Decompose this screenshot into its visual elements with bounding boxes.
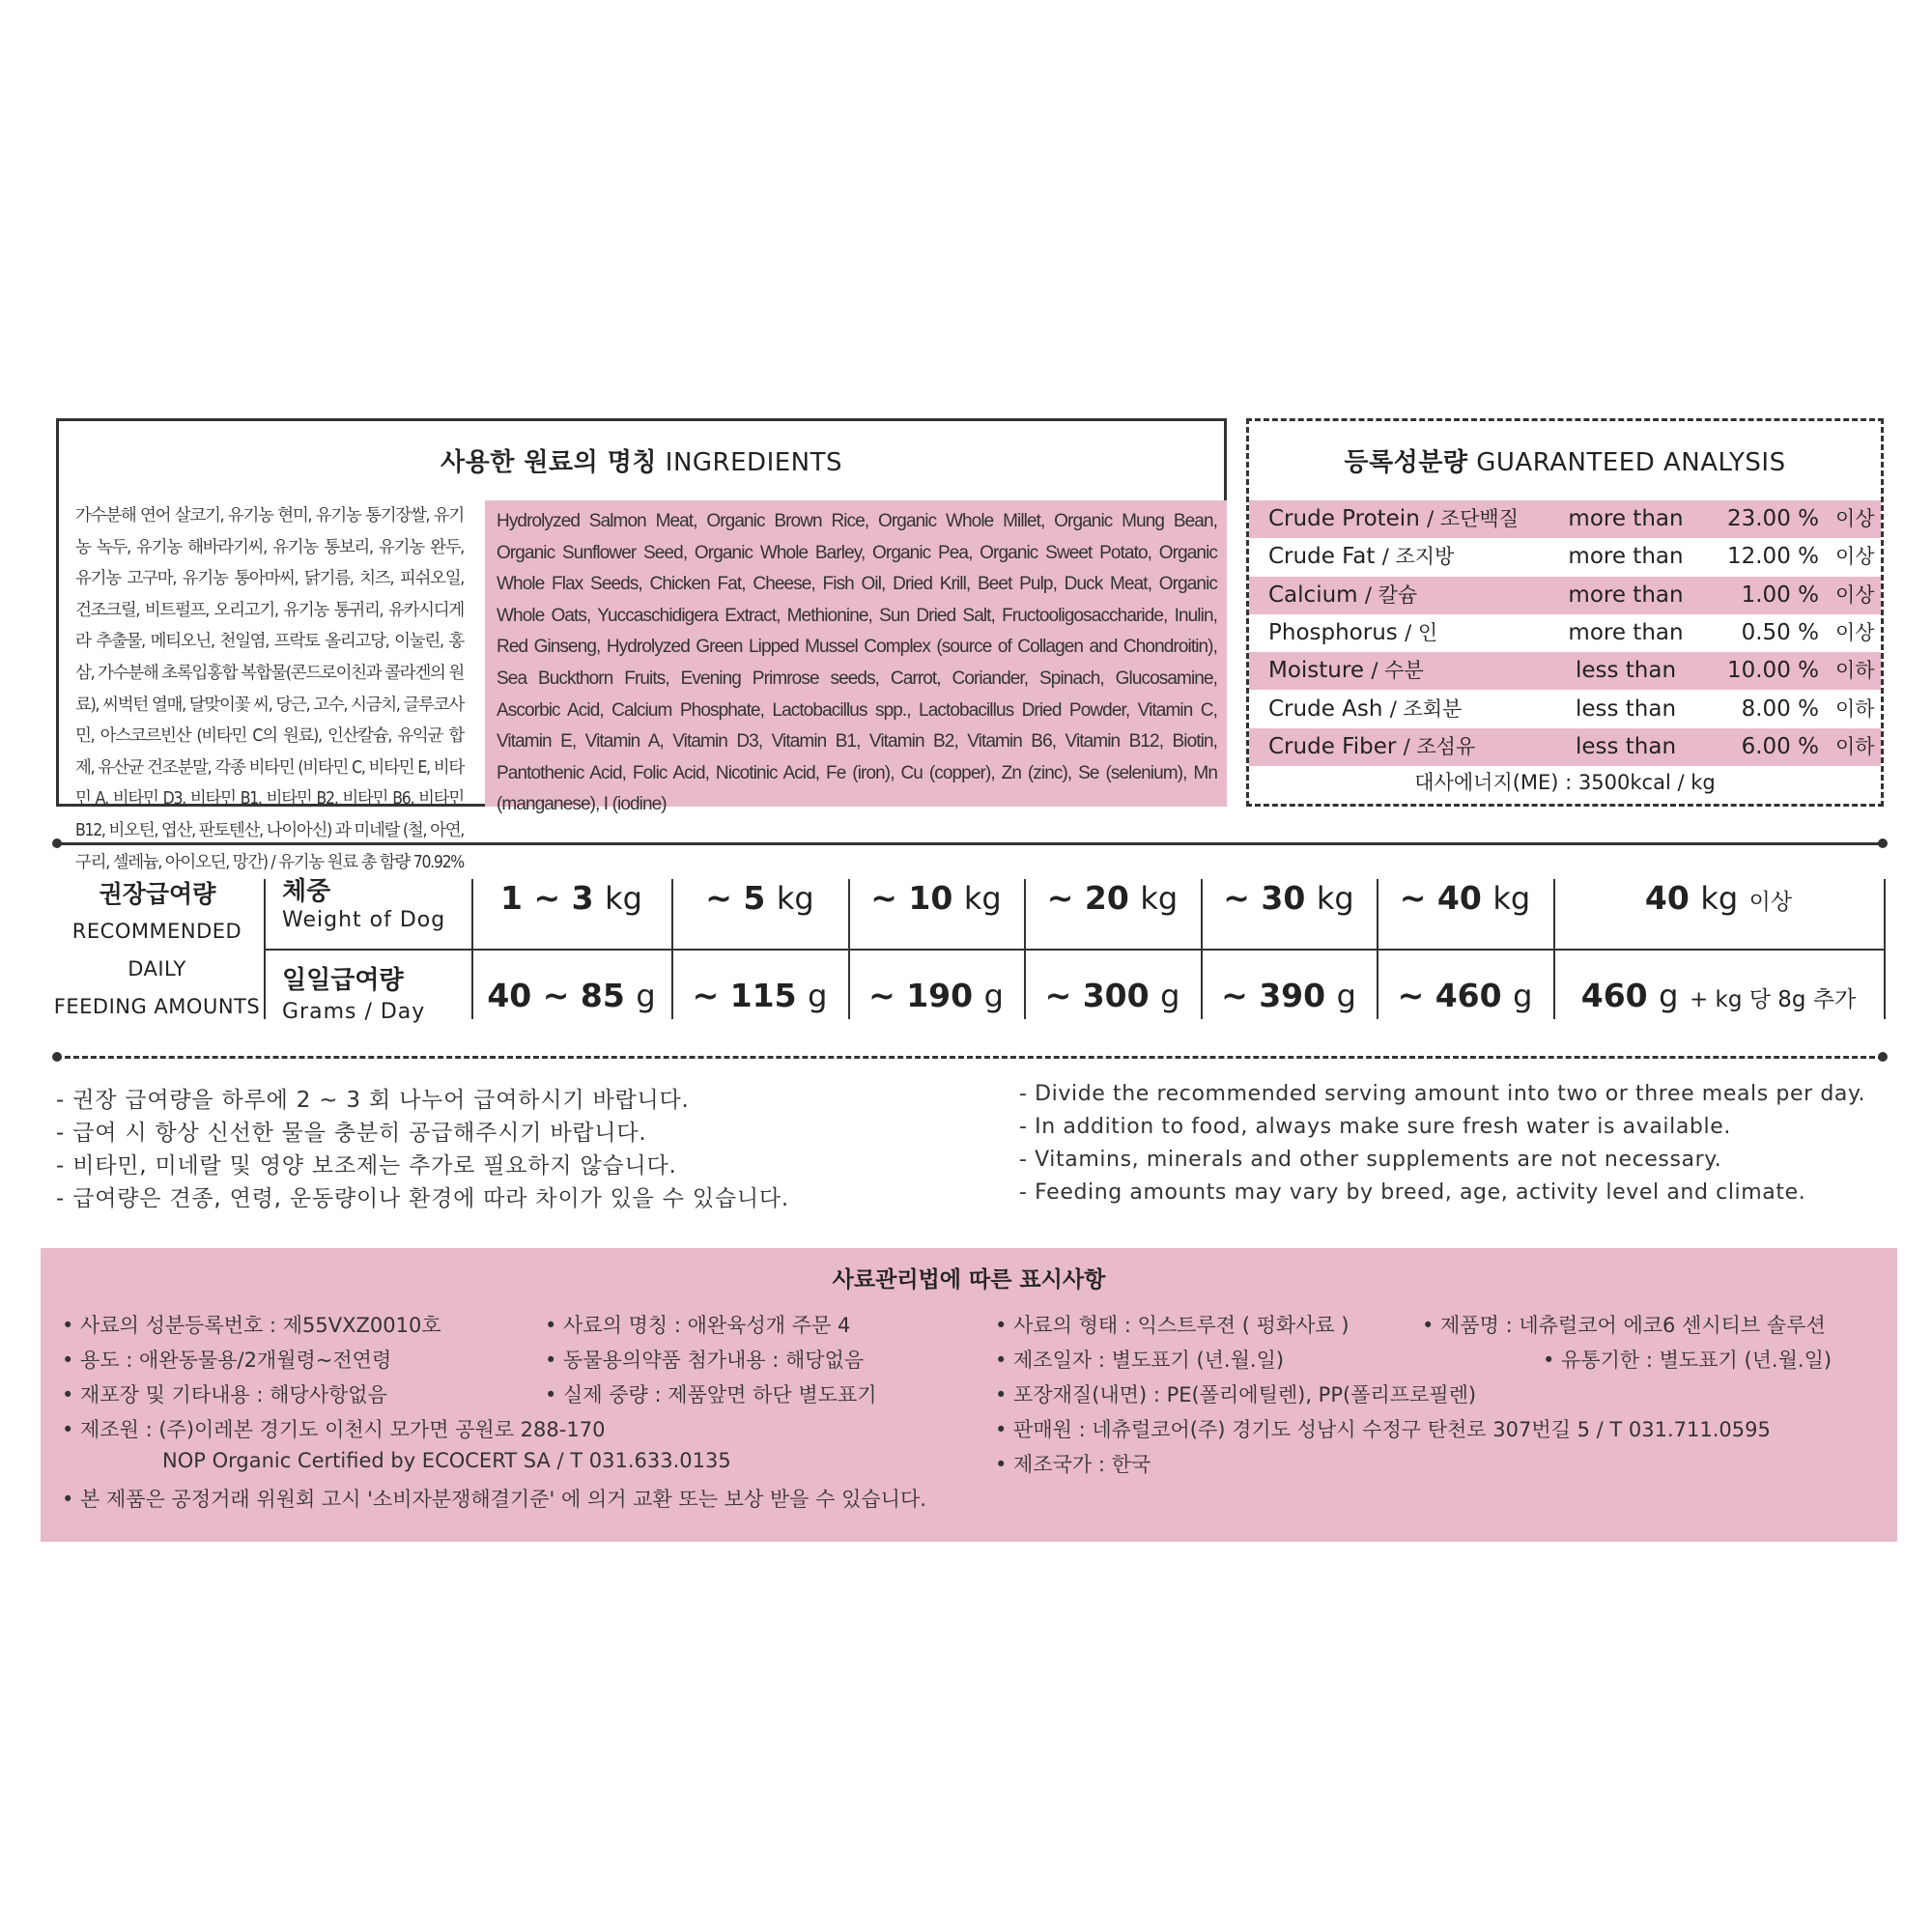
analysis-title [1249, 442, 1881, 478]
ingredients-text-en: Hydrolyzed Salmon Meat, Organic Brown Rice, Organic Whole Millet, Organic Mung Bean, Organic Sunflower Seed, Organic Whole Barley, Organic Pea, Organic Sweet Potato, Organic Whole Flax Seeds, Chicken Fat, Cheese, Fish Oil, Dried Krill, Beet Pulp, Duck Meat, Organic Whole Oats, Yuccaschidigera Extract, Methionine, Sun Dried Salt, Fructooligosaccharide, Inulin, Red Ginseng, Hydrolyzed Green Lipped Mussel Complex (source of Collagen and Chondroitin), Sea Buckthorn Fruits, Evening Primrose seeds, Carrot, Coriander, Spinach, Glucosamine, Ascorbic Acid, Calcium Phosphate, Lactobacillus spp., Lactobacillus Dried Powder, Vitamin C, Vitamin E, Vitamin A, Vitamin D3, Vitamin B1, Vitamin B2, Vitamin B6, Vitamin B12, Biotin, Pantothenic Acid, Folic Acid, Nicotinic Acid, Fe (iron), Cu (copper), Zn (zinc), Se (selenium), Mn (manganese), I (iodine) [497, 511, 1217, 815]
legal-maker: • 제조원 : (주)이레본 경기도 이천시 모가면 공원로 288-170 [62, 1418, 606, 1441]
feeding-title-en-2: DAILY [128, 957, 186, 980]
legal-reg-no: • 사료의 성분등록번호 : 제55VXZ0010호 [62, 1314, 441, 1337]
grams-label-ko: 일일급여량 [282, 966, 404, 995]
legal-mfg-date: • 제조일자 : 별도표기 (년.월.일) [995, 1349, 1285, 1372]
nutrient-value: 6.00 % [1741, 733, 1819, 759]
analysis-row [1249, 500, 1881, 538]
divider-dashed [56, 1056, 1884, 1059]
legal-info-panel [41, 1248, 1897, 1542]
nutrient-suffix: 이하 [1835, 659, 1875, 683]
grid-column-separator [1884, 879, 1886, 1019]
analysis-title-en: GUARANTEED ANALYSIS [1476, 448, 1786, 477]
feeding-title-ko: 권장급여량 [99, 880, 216, 908]
note-ko-3: - 비타민, 미네랄 및 영양 보조제는 추가로 필요하지 않습니다. [56, 1153, 677, 1179]
grams-cell: ~ 300 g [1044, 977, 1180, 1014]
nutrient-value: 1.00 % [1741, 582, 1819, 608]
nutrient-qualifier: more than [1568, 544, 1684, 570]
legal-maker-cert: NOP Organic Certified by ECOCERT SA / T 031.633.0135 [162, 1449, 731, 1472]
legal-packaging: • 포장재질(내면) : PE(폴리에틸렌), PP(폴리프로필렌) [995, 1383, 1477, 1406]
nutrient-qualifier: more than [1568, 506, 1684, 531]
analysis-row [1249, 691, 1881, 728]
legal-usage: • 용도 : 애완동물용/2개월령~전연령 [62, 1349, 392, 1372]
nutrient-value: 8.00 % [1741, 696, 1819, 722]
legal-additives: • 동물용의약품 첨가내용 : 해당없음 [545, 1349, 865, 1372]
ingredients-title [59, 442, 1224, 478]
grams-cell: ~ 390 g [1221, 977, 1356, 1014]
legal-title: 사료관리법에 따른 표시사항 [832, 1267, 1106, 1293]
divider-dot [1878, 1052, 1888, 1062]
legal-feed-name: • 사료의 명칭 : 애완육성개 주문 4 [545, 1314, 851, 1337]
legal-country: • 제조국가 : 한국 [995, 1453, 1151, 1476]
grams-cell: 40 ~ 85 g [487, 977, 656, 1014]
analysis-panel [1246, 418, 1884, 807]
nutrient-suffix: 이상 [1835, 582, 1875, 607]
note-ko-4: - 급여량은 견종, 연령, 운동량이나 환경에 따라 차이가 있을 수 있습니다. [56, 1186, 790, 1211]
weight-label-ko: 체중 [282, 877, 331, 906]
nutrient-qualifier: less than [1575, 658, 1677, 684]
legal-weight: • 실제 중량 : 제품앞면 하단 별도표기 [545, 1383, 877, 1406]
nutrient-qualifier: more than [1568, 619, 1684, 645]
nutrient-suffix: 이상 [1835, 507, 1875, 530]
nutrient-name: Moisture / 수분 [1268, 658, 1424, 684]
divider-dot [52, 1052, 62, 1062]
ingredients-panel [56, 418, 1227, 872]
legal-feed-form: • 사료의 형태 : 익스트루젼 ( 펑화사료 ) [995, 1314, 1350, 1337]
nutrient-value: 23.00 % [1726, 506, 1819, 531]
note-ko-1: - 권장 급여량을 하루에 2 ~ 3 회 나누어 급여하시기 바랍니다. [56, 1088, 690, 1113]
weight-cell: ~ 20 kg [1046, 879, 1179, 917]
nutrient-name: Calcium / 칼슘 [1268, 582, 1418, 608]
feeding-title-en-3: FEEDING AMOUNTS [53, 995, 261, 1018]
divider-dot [52, 838, 62, 848]
ingredients-en-panel [485, 500, 1227, 815]
weight-cell: ~ 30 kg [1223, 879, 1354, 917]
nutrient-name: Crude Ash / 조회분 [1268, 696, 1463, 722]
nutrient-qualifier: more than [1568, 582, 1684, 608]
legal-product-name: • 제품명 : 네츄럴코어 에코6 센시티브 솔루션 [1422, 1314, 1826, 1337]
nutrient-qualifier: less than [1575, 696, 1677, 722]
nutrient-name: Crude Fiber / 조섬유 [1268, 733, 1476, 759]
nutrient-suffix: 이상 [1835, 620, 1875, 644]
note-en-4: - Feeding amounts may vary by breed, age, activity level and climate. [1019, 1180, 1806, 1205]
grams-cell: ~ 190 g [868, 977, 1004, 1014]
ingredients-title-en: INGREDIENTS [665, 448, 843, 477]
analysis-row [1249, 652, 1881, 690]
nutrient-suffix: 이하 [1835, 696, 1875, 721]
nutrient-value: 0.50 % [1741, 619, 1819, 645]
table-row-divider [264, 949, 1884, 951]
divider-dot [1878, 838, 1888, 848]
note-ko-2: - 급여 시 항상 신선한 물을 충분히 공급해주시기 바랍니다. [56, 1121, 647, 1146]
note-en-3: - Vitamins, minerals and other supplements are not necessary. [1019, 1148, 1722, 1172]
analysis-row [1249, 728, 1881, 766]
note-en-1: - Divide the recommended serving amount into two or three meals per day. [1019, 1082, 1866, 1106]
weight-cell: ~ 40 kg [1399, 879, 1531, 917]
nutrient-suffix: 이하 [1835, 734, 1875, 758]
nutrient-suffix: 이상 [1835, 545, 1875, 569]
analysis-row [1249, 577, 1881, 614]
legal-expiry: • 유통기한 : 별도표기 (년.월.일) [1543, 1349, 1833, 1372]
nutrient-name: Phosphorus / 인 [1268, 619, 1438, 645]
feeding-title-en-1: RECOMMENDED [71, 920, 242, 943]
ingredients-title-ko: 사용한 원료의 명칭 [440, 448, 658, 477]
analysis-title-ko: 등록성분량 [1344, 448, 1468, 477]
weight-cell: ~ 5 kg [705, 879, 814, 917]
grams-label-en: Grams / Day [282, 1000, 426, 1024]
grams-cell: 460 g + kg 당 8g 추가 [1580, 977, 1857, 1014]
nutrient-value: 12.00 % [1726, 544, 1819, 570]
note-en-2: - In addition to food, always make sure fresh water is available. [1019, 1115, 1731, 1139]
legal-notice: • 본 제품은 공정거래 위원회 고시 '소비자분쟁해결기준' 에 의거 교환 또는 보상 받을 수 있습니다. [62, 1488, 926, 1511]
nutrient-qualifier: less than [1575, 733, 1677, 759]
weight-cell: 40 kg 이상 [1644, 879, 1793, 917]
grams-cell: ~ 115 g [692, 977, 828, 1014]
divider-top [56, 842, 1884, 845]
grams-cell: ~ 460 g [1397, 977, 1533, 1014]
metabolizable-energy: 대사에너지(ME) : 3500kcal / kg [1414, 771, 1716, 794]
weight-cell: ~ 10 kg [870, 879, 1002, 917]
nutrient-name: Crude Fat / 조지방 [1268, 544, 1455, 570]
nutrient-value: 10.00 % [1726, 658, 1819, 684]
ingredients-text-ko: 가수분해 연어 살코기, 유기농 현미, 유기농 통기장쌀, 유기농 녹두, 유기농 해바라기씨, 유기농 통보리, 유기농 완두, 유기농 고구마, 유기농 통아마씨, 닭기름, 치즈, 피쉬오일, 건조크릴, 비트펄프, 오리고기, 유기농 통귀리, 유카시디게라 추출물, 메티오닌, 천일염, 프락토 올리고당, 이눌린, 홍삼, 가수분해 초록입홍합 복합물(콘드로이친과 콜라겐의 원료), 씨벅턴 열매, 달맞이꽃 씨, 당근, 고수, 시금치, 글루코사민, 아스코르빈산 (비타민 C의 원료), 인산칼슘, 유익균 합제, 유산균 건조분말, 각종 비타민 (비타민 C, 비타민 E, 비타민 A, 비타민 D3, 비타민 B1, 비타민 B2, 비타민 B6, 비타민 B12, 비오틴, 엽산, 판토텐산, 나이아신) 과 미네랄 (철, 아연, 구리, 셀레늄, 아이오딘, 망간) / 유기농 원료 총 함량 70.92% [75, 506, 464, 872]
legal-repack: • 재포장 및 기타내용 : 해당사항없음 [62, 1383, 387, 1406]
weight-cell: 1 ~ 3 kg [500, 879, 642, 917]
analysis-row [1249, 538, 1881, 576]
analysis-row [1249, 614, 1881, 652]
legal-seller: • 판매원 : 네츄럴코어(주) 경기도 성남시 수정구 탄천로 307번길 5 / T 031.711.0595 [995, 1418, 1771, 1441]
nutrient-name: Crude Protein / 조단백질 [1268, 506, 1519, 531]
weight-label-en: Weight of Dog [282, 908, 446, 932]
